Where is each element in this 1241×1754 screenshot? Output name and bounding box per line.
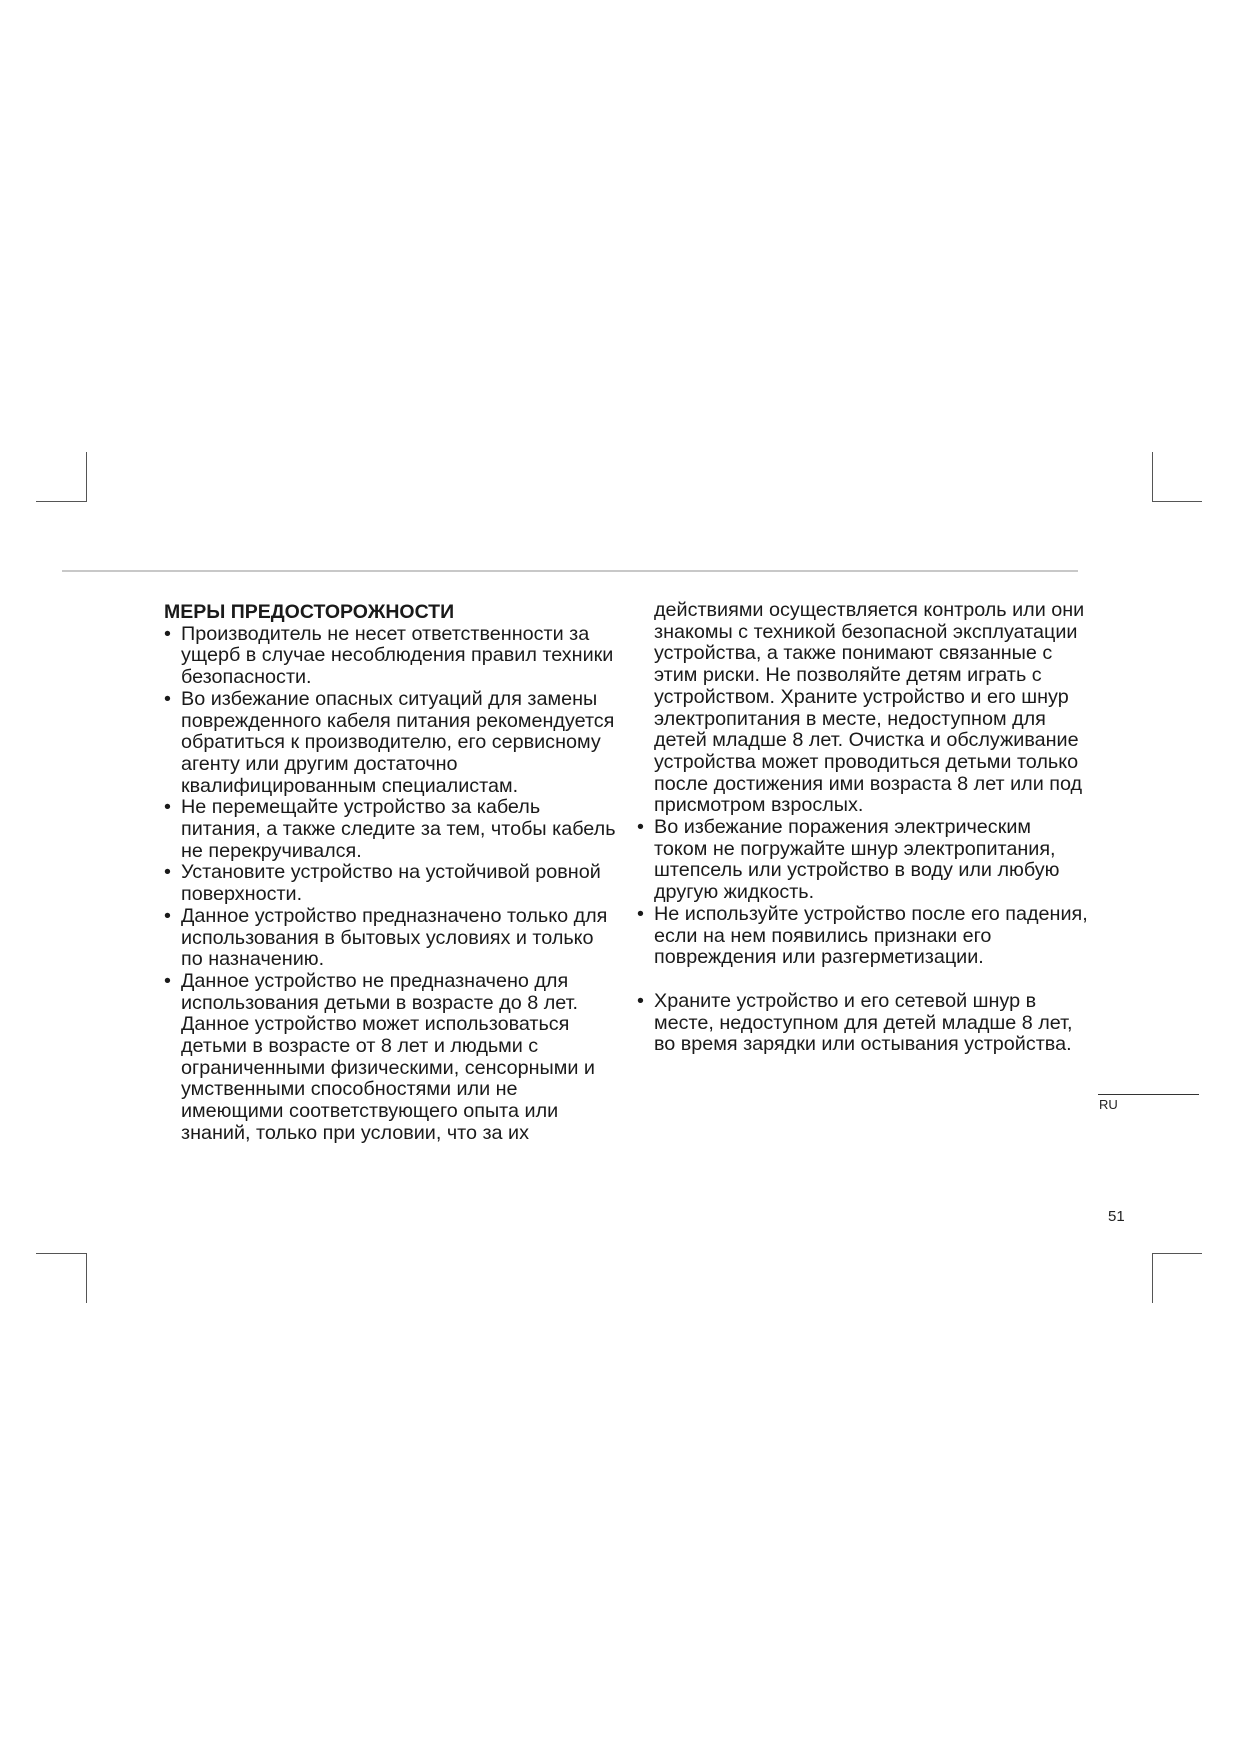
crop-mark (86, 452, 87, 502)
crop-mark (1152, 1253, 1202, 1254)
list-item: • Во избежание поражения электрическим током не погружайте шнур электропитания, штепсель или устройство в воду или любую другую жидкость. (637, 817, 1089, 904)
list-item: • Храните устройство и его сетевой шнур в месте, недоступном для детей младше 8 лет, во время зарядки или остывания устройства. (637, 991, 1089, 1056)
list-item: • Во избежание опасных ситуаций для замены поврежденного кабеля питания рекомендуется обратиться к производителю, его сервисному агенту или другим достаточно квалифицированным специалистам. (164, 689, 616, 798)
list-item: • Не используйте устройство после его падения, если на нем появились признаки его повреждения или разгерметизации. (637, 904, 1089, 969)
list-item: • Установите устройство на устойчивой ровной поверхности. (164, 862, 616, 905)
crop-mark (86, 1253, 87, 1303)
list-item-continuation: действиями осуществляется контроль или они знакомы с техникой безопасной эксплуатации устройства, а также понимают связанные с этим риски. Не позволяйте детям играть с устройством. Храните устройство и его шнур электропитания в месте, недоступном для детей младше 8 лет. Очистка и обслуживание устройства может проводиться детьми только после достижения ими возраста 8 лет или под присмотром взрослых. (654, 599, 1085, 817)
list-item: • Не перемещайте устройство за кабель питания, а также следите за тем, чтобы кабель не перекручивался. (164, 797, 616, 862)
left-column (164, 600, 616, 1145)
right-column (637, 600, 1089, 1056)
list-item: • Производитель не несет ответственности за ущерб в случае несоблюдения правил техники безопасности. (164, 624, 616, 689)
language-tag: RU (1099, 1097, 1118, 1112)
header-rule (62, 570, 1078, 572)
crop-mark (1152, 1253, 1153, 1303)
spacer (637, 969, 1089, 991)
crop-mark (36, 501, 86, 502)
crop-mark (1152, 501, 1202, 502)
language-rule (1098, 1094, 1199, 1095)
section-title: МЕРЫ ПРЕДОСТОРОЖНОСТИ (164, 601, 455, 623)
list-item: • Данное устройство не предназначено для использования детьми в возрасте до 8 лет. Данное устройство может использоваться детьми в возрасте от 8 лет и людьми с ограниченными физическими, сенсорными и умственными способностями или не имеющими соответствующего опыта или знаний, только при условии, что за их (164, 971, 616, 1145)
crop-mark (1152, 452, 1153, 502)
crop-mark (36, 1253, 86, 1254)
list-item: • Данное устройство предназначено только для использования в бытовых условиях и только по назначению. (164, 906, 616, 971)
page-number: 51 (1108, 1208, 1125, 1225)
